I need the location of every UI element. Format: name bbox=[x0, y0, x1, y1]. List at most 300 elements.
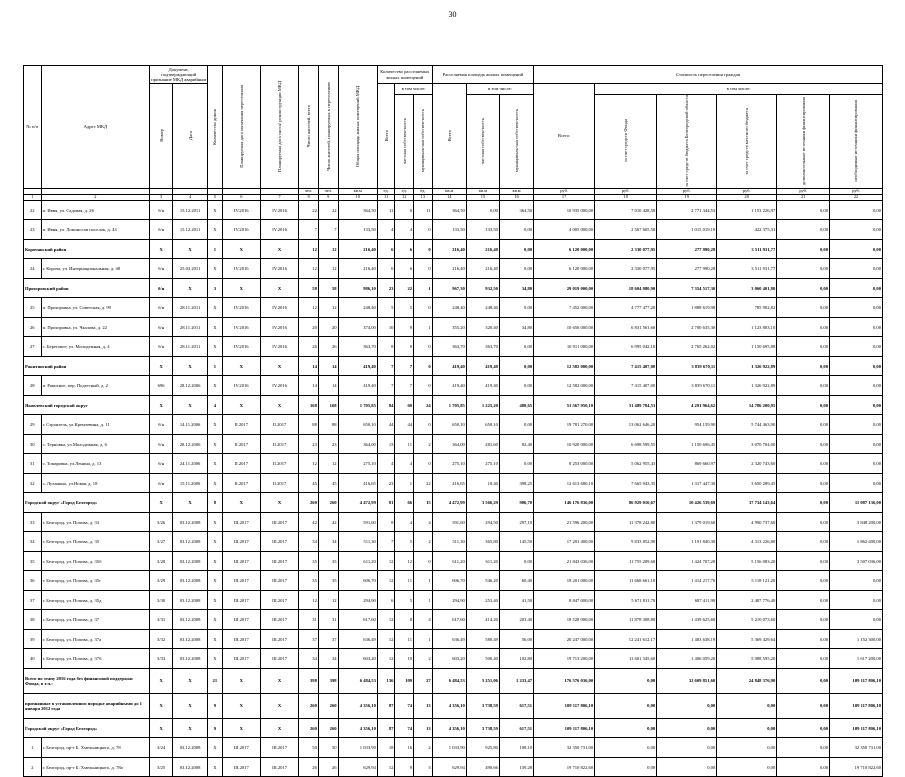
table-cell: Х bbox=[222, 693, 260, 718]
table-cell: 5 369 429,64 bbox=[717, 629, 777, 649]
table-cell: 109 bbox=[395, 668, 414, 693]
table-cell: 15.12.2011 bbox=[173, 200, 208, 220]
table-cell: II.2017 bbox=[222, 434, 260, 454]
table-cell: 1 bbox=[414, 590, 433, 610]
table-cell: 216,40 bbox=[338, 239, 377, 259]
table-cell: 203,40 bbox=[499, 610, 533, 630]
table-cell: Х bbox=[173, 239, 208, 259]
table-cell: 23 bbox=[318, 434, 338, 454]
table-cell: III.2017 bbox=[260, 610, 298, 630]
table-cell: 216,40 bbox=[466, 259, 499, 279]
subtotal-label: Ракитянский район bbox=[24, 356, 150, 376]
table-cell: Х bbox=[260, 239, 298, 259]
table-cell: 58 bbox=[299, 278, 319, 298]
table-cell: 37 bbox=[24, 590, 42, 610]
address-cell: п. Прохоровка, ул. Чкалова, д. 22 bbox=[41, 317, 150, 337]
table-cell: 364,00 bbox=[338, 434, 377, 454]
table-cell: 0,00 bbox=[499, 337, 533, 357]
table-cell: 5 bbox=[395, 532, 414, 552]
table-cell: 603,20 bbox=[432, 649, 466, 669]
table-cell: 4 472,99 bbox=[432, 493, 466, 513]
table-cell: 7 bbox=[395, 356, 414, 376]
table-cell: 15.12.2011 bbox=[173, 220, 208, 240]
table-cell: 275,10 bbox=[338, 454, 377, 474]
table-cell: Х bbox=[208, 337, 222, 357]
header-rooms-total: Всего bbox=[377, 84, 395, 189]
table-cell: 0,00 bbox=[777, 278, 830, 298]
table-cell: 4 777 477,20 bbox=[595, 298, 657, 318]
table-cell: IV.2016 bbox=[260, 376, 298, 396]
table-cell: 0,00 bbox=[657, 757, 717, 777]
table-cell: 11 bbox=[414, 200, 433, 220]
unit-cell: руб. bbox=[777, 188, 830, 194]
table-cell: 9 bbox=[208, 718, 222, 738]
table-cell: 3/28 bbox=[150, 551, 173, 571]
table-cell: 0,00 bbox=[777, 356, 830, 376]
table-cell: 0,00 bbox=[777, 220, 830, 240]
table-cell: 0,00 bbox=[777, 200, 830, 220]
table-cell: 0 bbox=[414, 551, 433, 571]
subtotal-row bbox=[24, 239, 883, 259]
table-cell: 0,00 bbox=[777, 757, 830, 777]
table-cell: 7 bbox=[377, 356, 395, 376]
header-num: № п/п bbox=[24, 66, 42, 189]
address-cell: г. Белгород, пр-т Б. Хмельницкого, д. 78 bbox=[41, 738, 150, 758]
table-row bbox=[24, 571, 883, 591]
address-cell: г. Короча, ул. Интернациональная, д. 48 bbox=[41, 259, 150, 279]
table-cell: 4 291 964,62 bbox=[657, 395, 717, 415]
table-cell: 0,00 bbox=[777, 473, 830, 493]
table-cell: 6 120 000,00 bbox=[534, 259, 595, 279]
table-cell: 03.12.2008 bbox=[173, 649, 208, 669]
table-cell: 2 330 077,95 bbox=[595, 259, 657, 279]
table-cell: 4 472,99 bbox=[338, 493, 377, 513]
table-cell: 1 bbox=[24, 738, 42, 758]
table-cell: 0,00 bbox=[499, 239, 533, 259]
address-cell: п. Прохоровка, ул. Советская, д. 99 bbox=[41, 298, 150, 318]
table-cell: 696 bbox=[150, 376, 173, 396]
table-cell: 0,00 bbox=[777, 415, 830, 435]
subtotal-row bbox=[24, 718, 883, 738]
table-cell: 3/29 bbox=[150, 571, 173, 591]
table-cell: 2 bbox=[414, 434, 433, 454]
table-cell: 23 bbox=[377, 278, 395, 298]
table-cell: Х bbox=[150, 395, 173, 415]
table-cell: 2 bbox=[414, 649, 433, 669]
table-cell: 1 bbox=[208, 356, 222, 376]
table-cell: 0 bbox=[414, 376, 433, 396]
table-cell: 03.12.2008 bbox=[173, 738, 208, 758]
table-cell: 133,50 bbox=[432, 220, 466, 240]
column-number: 10 bbox=[338, 194, 377, 200]
column-number: 4 bbox=[173, 194, 208, 200]
address-cell: п. Ивня, ул. Ломоносов поселок, д. 43 bbox=[41, 220, 150, 240]
table-cell: 216,40 bbox=[432, 239, 466, 259]
table-cell: Х bbox=[208, 610, 222, 630]
table-cell: 0,00 bbox=[777, 649, 830, 669]
table-cell: 7 bbox=[299, 220, 319, 240]
column-number: 18 bbox=[595, 194, 657, 200]
table-cell: 1 888 619,98 bbox=[657, 298, 717, 318]
table-cell: 0,00 bbox=[499, 356, 533, 376]
table-cell: Х bbox=[150, 493, 173, 513]
table-cell: IV.2016 bbox=[222, 220, 260, 240]
table-cell: 10 935 000,00 bbox=[534, 200, 595, 220]
table-cell: 0 bbox=[414, 298, 433, 318]
header-planned-resettle: Планируемая дата окончания переселения bbox=[222, 66, 260, 189]
table-cell: 18 bbox=[377, 738, 395, 758]
table-cell: 0,00 bbox=[717, 757, 777, 777]
table-cell: Х bbox=[208, 473, 222, 493]
table-cell: б/н bbox=[150, 259, 173, 279]
table-cell: 11 bbox=[395, 629, 414, 649]
table-cell: 3 738,59 bbox=[466, 718, 499, 738]
table-cell: 1 123 803,10 bbox=[717, 317, 777, 337]
table-cell: 28.12.2006 bbox=[173, 376, 208, 396]
table-cell: 18 201 000,00 bbox=[534, 571, 595, 591]
table-cell: 0 bbox=[414, 220, 433, 240]
table-cell: 146 176 836,00 bbox=[534, 493, 595, 513]
table-cell: 967,30 bbox=[432, 278, 466, 298]
table-cell: 0,00 bbox=[777, 454, 830, 474]
table-cell: III.2017 bbox=[260, 757, 298, 777]
table-cell: 0 bbox=[414, 259, 433, 279]
table-cell: 13 bbox=[414, 693, 433, 718]
table-cell: 84 bbox=[377, 395, 395, 415]
table-cell: 168 bbox=[299, 395, 319, 415]
table-cell: 3/32 bbox=[150, 629, 173, 649]
table-cell: 12 bbox=[299, 298, 319, 318]
table-cell: 2 567 605,50 bbox=[595, 220, 657, 240]
table-cell: 7 452 000,00 bbox=[534, 298, 595, 318]
unit-cell: руб. bbox=[534, 188, 595, 194]
table-cell: 419,40 bbox=[466, 376, 499, 396]
table-cell: 5 bbox=[395, 590, 414, 610]
table-cell: Х bbox=[173, 493, 208, 513]
table-cell: 0,00 bbox=[499, 454, 533, 474]
table-cell: 1 bbox=[414, 317, 433, 337]
table-cell: 1 191 840,30 bbox=[657, 532, 717, 552]
table-cell: 0,00 bbox=[777, 337, 830, 357]
table-cell: 511,30 bbox=[432, 532, 466, 552]
table-cell: 3 bbox=[208, 278, 222, 298]
table-cell: 611,20 bbox=[338, 551, 377, 571]
header-total-area: Общая площадь жилых помещений МКД bbox=[338, 66, 377, 189]
table-cell: 1 bbox=[414, 571, 433, 591]
table-cell: 1 153 226,97 bbox=[717, 200, 777, 220]
table-cell: III.2017 bbox=[260, 649, 298, 669]
table-cell: 5 251,06 bbox=[466, 668, 499, 693]
table-cell: 34 bbox=[318, 649, 338, 669]
table-cell: III.2017 bbox=[222, 757, 260, 777]
unit-cell: ед. bbox=[377, 188, 395, 194]
table-cell: 12 bbox=[318, 239, 338, 259]
table-cell: 12 613 680,10 bbox=[534, 473, 595, 493]
table-cell: 1 317 447,30 bbox=[657, 473, 717, 493]
header-cost-group: Стоимость переселения граждан bbox=[534, 66, 883, 84]
subtotal-row bbox=[24, 395, 883, 415]
table-cell: 8 847 000,00 bbox=[534, 590, 595, 610]
table-cell: Х bbox=[208, 649, 222, 669]
column-number: 16 bbox=[499, 194, 533, 200]
table-cell: Х bbox=[208, 200, 222, 220]
table-row bbox=[24, 473, 883, 493]
table-row bbox=[24, 629, 883, 649]
table-cell: 0,00 bbox=[717, 738, 777, 758]
table-cell: IV.2016 bbox=[260, 220, 298, 240]
table-cell: 0,00 bbox=[777, 532, 830, 552]
table-cell: 0,00 bbox=[499, 259, 533, 279]
table-cell: 422 375,31 bbox=[717, 220, 777, 240]
table-cell: 28.11.2011 bbox=[173, 337, 208, 357]
table-cell: 145,50 bbox=[499, 532, 533, 552]
table-cell: 0,00 bbox=[777, 395, 830, 415]
address-cell: г. Белгород, ул. Попова, д. 35 bbox=[41, 532, 150, 552]
table-cell: 606,70 bbox=[432, 571, 466, 591]
column-number: 1 bbox=[24, 194, 42, 200]
table-cell: 5 118 121,20 bbox=[717, 571, 777, 591]
header-rooms-incl: в том числе: bbox=[395, 84, 432, 95]
table-cell: IV.2016 bbox=[222, 376, 260, 396]
table-cell: 636,49 bbox=[338, 629, 377, 649]
table-cell: 0,00 bbox=[777, 239, 830, 259]
table-cell: 0,00 bbox=[830, 317, 883, 337]
table-cell: 0,00 bbox=[657, 738, 717, 758]
table-cell: Х bbox=[260, 493, 298, 513]
table-cell: III.2017 bbox=[222, 532, 260, 552]
table-cell: 31 bbox=[299, 610, 319, 630]
table-cell: 3 507 036,00 bbox=[830, 551, 883, 571]
table-cell: 109 117 806,10 bbox=[830, 668, 883, 693]
table-cell: 3/31 bbox=[150, 610, 173, 630]
table-cell: 0,00 bbox=[466, 200, 499, 220]
table-cell: IV.2016 bbox=[260, 298, 298, 318]
header-residents-total: Число жителей, всего bbox=[299, 66, 319, 189]
table-cell: 22 bbox=[395, 278, 414, 298]
table-cell: 260 bbox=[318, 718, 338, 738]
table-cell: 1 152 300,00 bbox=[830, 629, 883, 649]
table-cell: б/н bbox=[150, 298, 173, 318]
table-cell: 24 bbox=[24, 259, 42, 279]
table-cell: 4 356,10 bbox=[338, 718, 377, 738]
table-cell: 12 bbox=[299, 590, 319, 610]
table-cell: 7 415 407,00 bbox=[595, 356, 657, 376]
table-cell: 44 bbox=[377, 415, 395, 435]
table-cell: 109 117 806,10 bbox=[830, 693, 883, 718]
table-cell: 617,60 bbox=[338, 610, 377, 630]
table-cell: Х bbox=[173, 278, 208, 298]
table-cell: 3/30 bbox=[150, 590, 173, 610]
table-cell: III.2017 bbox=[260, 512, 298, 532]
table-cell: 9 bbox=[208, 693, 222, 718]
table-cell: 11 bbox=[395, 571, 414, 591]
column-number: 8 bbox=[299, 194, 319, 200]
table-cell: 36 bbox=[24, 571, 42, 591]
table-cell: 139,28 bbox=[499, 757, 533, 777]
table-cell: 26 bbox=[318, 757, 338, 777]
table-cell: 0,00 bbox=[499, 220, 533, 240]
table-cell: 0,00 bbox=[777, 551, 830, 571]
table-cell: 18,40 bbox=[466, 473, 499, 493]
table-cell: Х bbox=[208, 415, 222, 435]
table-cell: Х bbox=[150, 356, 173, 376]
table-cell: 4 bbox=[395, 512, 414, 532]
table-cell: 253,40 bbox=[466, 590, 499, 610]
table-cell: 986,10 bbox=[338, 278, 377, 298]
table-cell: 363,70 bbox=[338, 337, 377, 357]
table-cell: 636,49 bbox=[432, 629, 466, 649]
table-cell: 3 839 670,11 bbox=[657, 376, 717, 396]
table-cell: 0,00 bbox=[777, 693, 830, 718]
table-cell: 0,00 bbox=[830, 610, 883, 630]
table-cell: 10 426 539,69 bbox=[657, 493, 717, 513]
table-cell: 1 233,47 bbox=[499, 668, 533, 693]
table-cell: 11 bbox=[395, 434, 414, 454]
table-cell: 364,50 bbox=[499, 200, 533, 220]
table-cell: 6 831 561,60 bbox=[595, 317, 657, 337]
table-cell: 11 087 136,00 bbox=[830, 493, 883, 513]
table-cell: Х bbox=[222, 718, 260, 738]
table-cell: 277 990,28 bbox=[657, 239, 717, 259]
unit-cell: кв.м bbox=[499, 188, 533, 194]
header-rooms-group: Количество расселяемых жилых помещений bbox=[377, 66, 432, 84]
table-cell: 398,25 bbox=[499, 473, 533, 493]
table-cell: 0,00 bbox=[830, 220, 883, 240]
address-cell: с. Томаровка, ул.Ленина, д. 13 bbox=[41, 454, 150, 474]
table-cell: 133,50 bbox=[338, 220, 377, 240]
table-row bbox=[24, 610, 883, 630]
table-cell: 5 bbox=[377, 298, 395, 318]
header-area-private: частная собствен-ность bbox=[466, 95, 499, 189]
table-cell: 28.11.2011 bbox=[173, 298, 208, 318]
table-cell: 3 060 401,80 bbox=[717, 278, 777, 298]
table-cell: 419,40 bbox=[338, 376, 377, 396]
table-cell: 10 bbox=[377, 317, 395, 337]
header-cost-local: за счет средств местного бюджета bbox=[717, 95, 777, 189]
table-cell: 3/24 bbox=[150, 738, 173, 758]
table-cell: 480,65 bbox=[499, 395, 533, 415]
table-cell: III.2017 bbox=[222, 571, 260, 591]
table-cell: IV.2016 bbox=[222, 337, 260, 357]
table-cell: 168 bbox=[318, 395, 338, 415]
table-cell: Х bbox=[173, 395, 208, 415]
table-cell: 12 bbox=[318, 590, 338, 610]
table-cell: 12 582 000,00 bbox=[534, 376, 595, 396]
table-cell: б/н bbox=[150, 278, 173, 298]
table-cell: 0,00 bbox=[830, 473, 883, 493]
table-cell: 0,00 bbox=[777, 434, 830, 454]
table-cell: 546,20 bbox=[466, 571, 499, 591]
table-cell: 32 bbox=[24, 473, 42, 493]
table-cell: 363,70 bbox=[432, 337, 466, 357]
table-cell: 260 bbox=[299, 493, 319, 513]
table-cell: 0,00 bbox=[777, 376, 830, 396]
table-cell: 4 bbox=[395, 454, 414, 474]
table-cell: 22 bbox=[299, 200, 319, 220]
table-cell: 42 bbox=[318, 512, 338, 532]
unit-cell: чел. bbox=[318, 188, 338, 194]
table-cell: 0,00 bbox=[777, 298, 830, 318]
table-cell: 74 bbox=[395, 718, 414, 738]
table-cell: 28.12.2006 bbox=[173, 434, 208, 454]
table-cell: 0,00 bbox=[830, 356, 883, 376]
table-cell: Х bbox=[208, 317, 222, 337]
table-cell: 4 356,10 bbox=[432, 693, 466, 718]
table-row bbox=[24, 738, 883, 758]
table-row bbox=[24, 200, 883, 220]
table-cell: III.2017 bbox=[260, 551, 298, 571]
address-cell: п. Ракитное, пер. Подгесный, д. 2 bbox=[41, 376, 150, 396]
column-number: 7 bbox=[260, 194, 298, 200]
table-cell: Х bbox=[208, 298, 222, 318]
table-cell: 260 bbox=[299, 718, 319, 738]
table-cell: 4 990 737,60 bbox=[717, 512, 777, 532]
table-cell: 4 356,10 bbox=[338, 693, 377, 718]
table-cell: 0 bbox=[395, 200, 414, 220]
unit-cell: руб. bbox=[830, 188, 883, 194]
table-cell: 88 bbox=[318, 415, 338, 435]
table-cell: 6 698 599,55 bbox=[595, 434, 657, 454]
table-cell: 18 528 000,00 bbox=[534, 610, 595, 630]
table-cell: II.2017 bbox=[260, 473, 298, 493]
table-cell: 603,20 bbox=[338, 649, 377, 669]
table-cell: 28 bbox=[24, 376, 42, 396]
table-cell: 374,00 bbox=[338, 317, 377, 337]
table-cell: 0,00 bbox=[830, 239, 883, 259]
table-cell: 13 bbox=[377, 434, 395, 454]
page-number: 30 bbox=[448, 10, 457, 19]
table-cell: 294,50 bbox=[466, 512, 499, 532]
table-cell: 12 bbox=[377, 629, 395, 649]
table-cell: 0,00 bbox=[830, 571, 883, 591]
table-cell: 28.11.2011 bbox=[173, 317, 208, 337]
table-cell: 22 bbox=[24, 200, 42, 220]
table-cell: 1 406 059,20 bbox=[657, 649, 717, 669]
column-number: 3 bbox=[150, 194, 173, 200]
table-cell: 34 bbox=[318, 532, 338, 552]
table-cell: 10 911 000,00 bbox=[534, 337, 595, 357]
table-cell: 1 bbox=[414, 278, 433, 298]
table-cell: 3 bbox=[414, 757, 433, 777]
table-cell: 1 150 695,88 bbox=[717, 337, 777, 357]
header-rooms-private: частная собствен-ность bbox=[395, 95, 414, 189]
table-cell: 6 995 042,10 bbox=[595, 337, 657, 357]
table-cell: Х bbox=[208, 220, 222, 240]
table-row bbox=[24, 298, 883, 318]
table-body bbox=[24, 200, 883, 777]
table-cell: 0 bbox=[414, 337, 433, 357]
table-cell: 35 bbox=[299, 571, 319, 591]
table-cell: 10 920 000,00 bbox=[534, 434, 595, 454]
table-row bbox=[24, 376, 883, 396]
table-cell: 26 bbox=[299, 757, 319, 777]
table-cell: 1 705,85 bbox=[338, 395, 377, 415]
table-cell: 419,40 bbox=[338, 356, 377, 376]
table-cell: 398 bbox=[299, 668, 319, 693]
table-cell: 260 bbox=[318, 693, 338, 718]
table-cell: IV.2016 bbox=[260, 317, 298, 337]
table-cell: 4 bbox=[414, 512, 433, 532]
table-row bbox=[24, 512, 883, 532]
table-cell: 4 356,10 bbox=[432, 718, 466, 738]
header-cost-total: Всего: bbox=[534, 84, 595, 189]
table-cell: 0,00 bbox=[777, 610, 830, 630]
table-cell: 38 bbox=[24, 610, 42, 630]
table-cell: Х bbox=[208, 590, 222, 610]
unit-cell: кв.м bbox=[338, 188, 377, 194]
table-cell: Х bbox=[208, 434, 222, 454]
table-cell: 35 bbox=[299, 551, 319, 571]
